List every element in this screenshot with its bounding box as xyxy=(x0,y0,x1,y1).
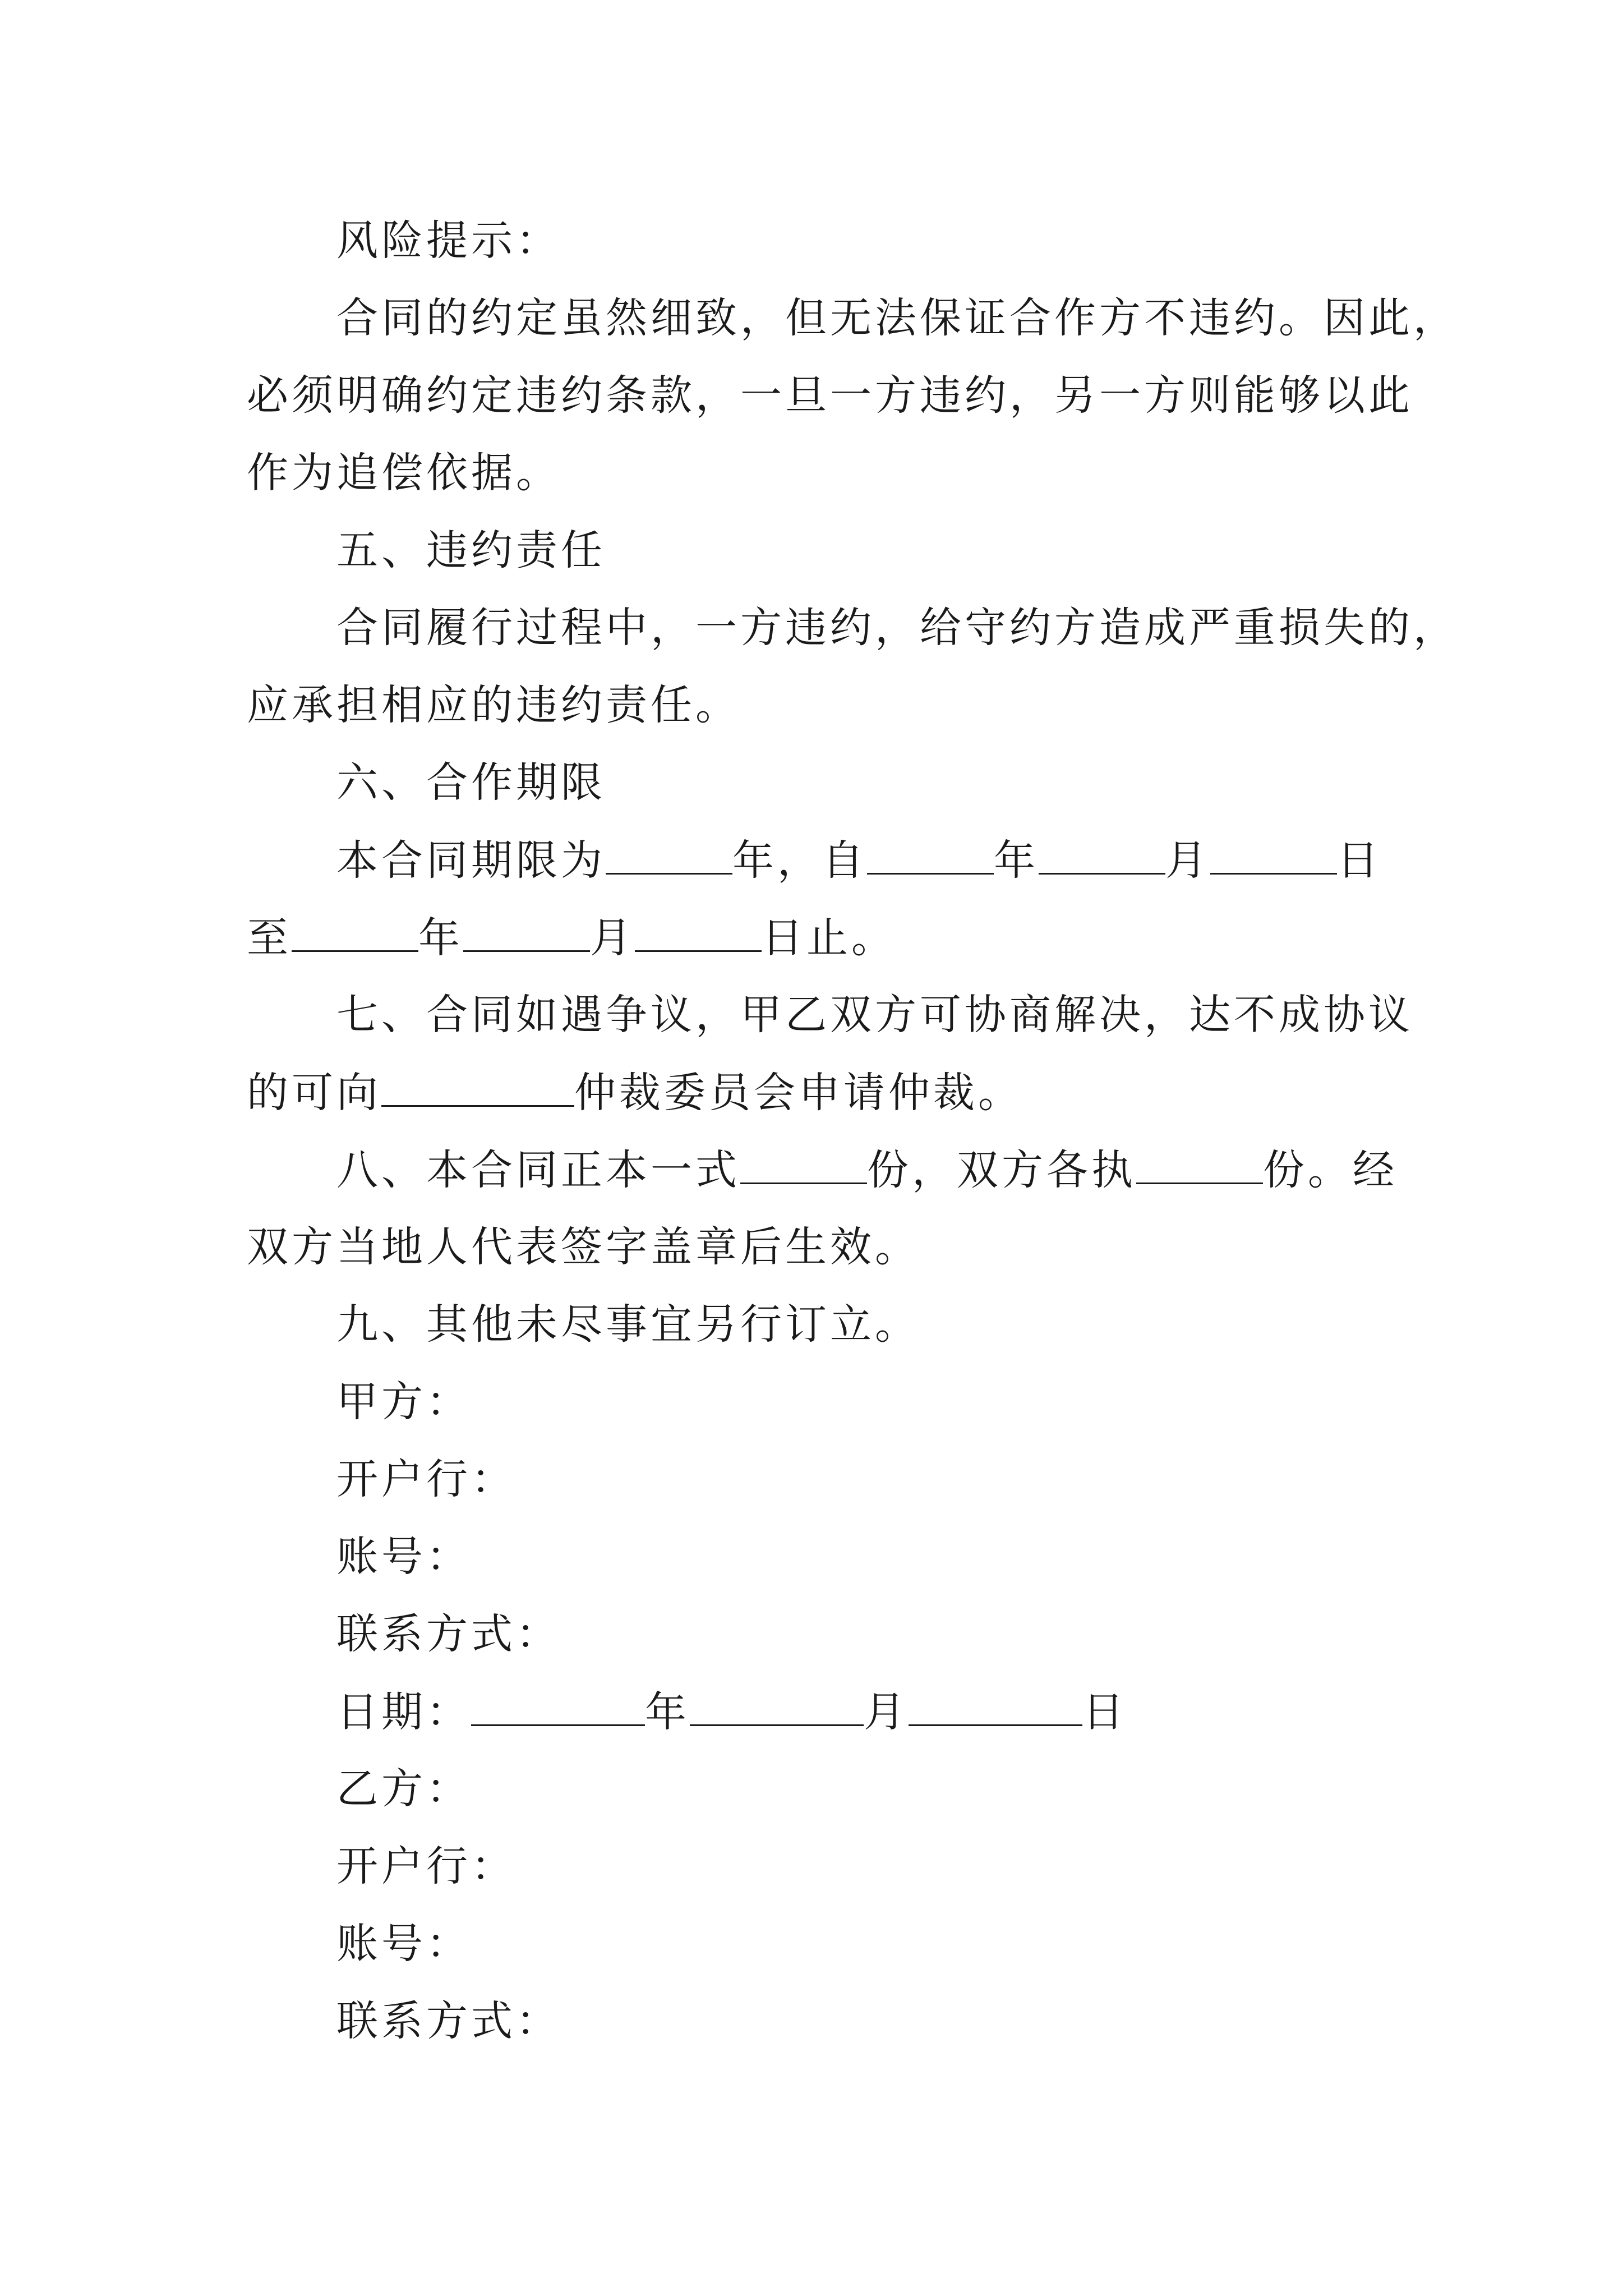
party-a-label: 甲方： xyxy=(336,1378,471,1426)
date-line xyxy=(336,1688,1127,1736)
term2-text-2: 年 xyxy=(418,914,463,962)
term-text-5: 日 xyxy=(1337,836,1382,885)
blank-end-day[interactable] xyxy=(635,917,762,952)
section-9: 九、其他未尽事宜另行订立。 xyxy=(336,1300,920,1349)
term2-text-3: 月 xyxy=(590,914,635,962)
blank-total-copies[interactable] xyxy=(740,1149,867,1184)
copies-text-1: 八、本合同正本一式 xyxy=(336,1146,740,1194)
blank-copies-each[interactable] xyxy=(1136,1149,1263,1184)
date-day-label: 日 xyxy=(1082,1688,1127,1736)
arbitration-text-2: 仲裁委员会申请仲裁。 xyxy=(574,1069,1023,1117)
blank-arbitration-committee[interactable] xyxy=(381,1071,574,1107)
blank-years[interactable] xyxy=(606,839,732,875)
blank-date-month[interactable] xyxy=(690,1691,864,1726)
party-b-bank: 开户行： xyxy=(336,1842,516,1890)
copies-text-3: 份。经 xyxy=(1263,1146,1398,1194)
term-text-3: 年 xyxy=(994,836,1039,885)
date-year-label: 年 xyxy=(645,1688,690,1736)
section-6-term-line-1 xyxy=(336,836,1382,885)
blank-date-year[interactable] xyxy=(471,1691,645,1726)
party-a-bank: 开户行： xyxy=(336,1455,516,1503)
blank-end-year[interactable] xyxy=(292,917,418,952)
section-6-title: 六、合作期限 xyxy=(336,758,606,807)
date-month-label: 月 xyxy=(864,1688,909,1736)
section-6-term-line-2 xyxy=(247,914,896,962)
date-label: 日期： xyxy=(336,1688,471,1736)
blank-end-month[interactable] xyxy=(463,917,590,952)
party-a-account: 账号： xyxy=(336,1533,471,1581)
risk-title: 风险提示： xyxy=(336,217,561,265)
risk-paragraph-line-3: 作为追偿依据。 xyxy=(247,449,561,497)
term2-text-1: 至 xyxy=(247,914,292,962)
risk-paragraph-line-2: 必须明确约定违约条款，一旦一方违约，另一方则能够以此 xyxy=(247,371,1413,420)
section-7-line-2 xyxy=(247,1069,1023,1117)
copies-text-2: 份，双方各执 xyxy=(867,1146,1136,1194)
section-8-line-1 xyxy=(336,1146,1398,1194)
term2-text-4: 日止。 xyxy=(762,914,896,962)
section-5-title: 五、违约责任 xyxy=(336,526,606,574)
party-b-contact: 联系方式： xyxy=(336,1997,561,2045)
party-b-label: 乙方： xyxy=(336,1765,471,1813)
party-b-account: 账号： xyxy=(336,1920,471,1968)
term-text-2: 年，自 xyxy=(732,836,867,885)
blank-start-year[interactable] xyxy=(867,839,994,875)
blank-date-day[interactable] xyxy=(909,1691,1082,1726)
blank-start-day[interactable] xyxy=(1210,839,1337,875)
section-5-line-2: 应承担相应的违约责任。 xyxy=(247,681,740,729)
term-text-4: 月 xyxy=(1165,836,1210,885)
section-8-line-2: 双方当地人代表签字盖章后生效。 xyxy=(247,1223,920,1271)
section-5-line-1: 合同履行过程中，一方违约，给守约方造成严重损失的， xyxy=(336,604,1458,652)
risk-paragraph-line-1: 合同的约定虽然细致，但无法保证合作方不违约。因此， xyxy=(336,294,1458,342)
section-7-line-1: 七、合同如遇争议，甲乙双方可协商解决，达不成协议 xyxy=(336,991,1413,1039)
blank-start-month[interactable] xyxy=(1039,839,1165,875)
arbitration-text-1: 的可向 xyxy=(247,1069,381,1117)
party-a-contact: 联系方式： xyxy=(336,1610,561,1658)
term-text-1: 本合同期限为 xyxy=(336,836,606,885)
